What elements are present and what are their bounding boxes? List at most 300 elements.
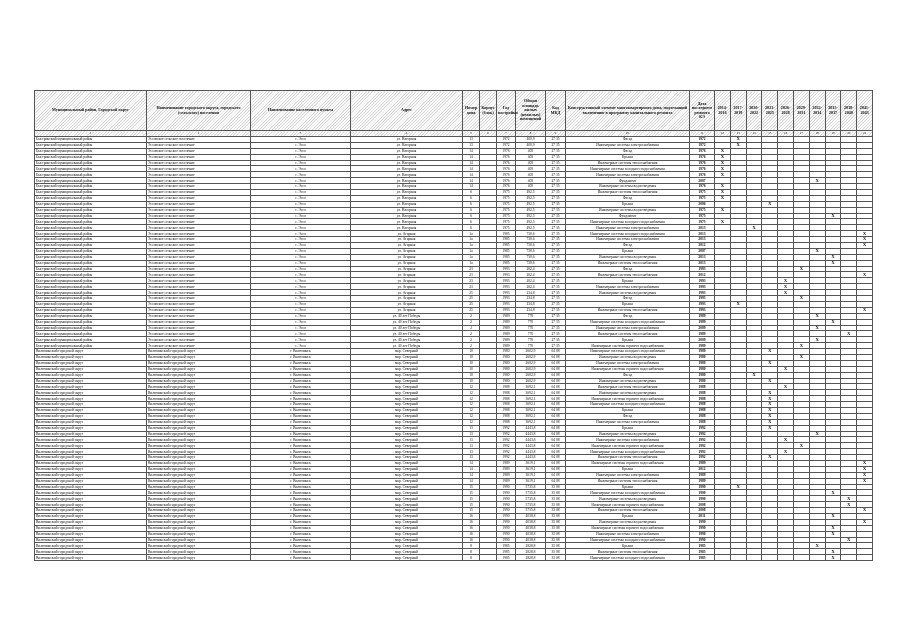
cell-area: 492,5 (516, 190, 546, 196)
cell-house-number: 10 (463, 360, 480, 366)
cell-mkd-code: 64 08 (546, 443, 566, 449)
cell-period-mark: X (715, 184, 731, 190)
cell-structural-element: Инженерные системы электроснабжения (566, 437, 690, 443)
cell-area: 400,9 (516, 142, 546, 148)
cell-last-repair-date: 1990 (690, 531, 715, 537)
cell-settlement: Вилючинский городской округ (147, 466, 251, 472)
cell-mkd-code: 27 35 (546, 278, 566, 284)
cell-period-mark: X (793, 266, 809, 272)
cell-build-year: 1985 (497, 231, 516, 237)
cell-period-mark: X (730, 484, 746, 490)
cell-address: мкр. Северный (351, 449, 463, 455)
cell-build-year: 1988 (497, 390, 516, 396)
cell-locality: г. Вилючинск (251, 413, 351, 419)
cell-mkd-code: 64 08 (546, 419, 566, 425)
cell-build-year: 1972 (497, 142, 516, 148)
cell-locality: с. Эссо (251, 172, 351, 178)
cell-last-repair-date: 1972 (690, 137, 715, 143)
cell-area: 5735,8 (516, 484, 546, 490)
cell-house-number: 16 (463, 537, 480, 543)
cell-period-mark: X (730, 137, 746, 143)
cell-period-mark: X (841, 502, 857, 508)
cell-build-year: 1990 (497, 502, 516, 508)
cell-last-repair-date: 2007 (690, 248, 715, 254)
cell-last-repair-date: 1975 (690, 213, 715, 219)
cell-mkd-code: 64 08 (546, 478, 566, 484)
cell-address: мкр. Северный (351, 437, 463, 443)
cell-settlement: Вилючинский городской округ (147, 449, 251, 455)
cell-structural-element: Инженерные системы водоотведения (566, 496, 690, 502)
cell-house-number: 6 (463, 201, 480, 207)
cell-period-mark: X (715, 207, 731, 213)
cell-build-year: 1988 (497, 407, 516, 413)
cell-build-year: 1976 (497, 178, 516, 184)
cell-mkd-code: 27 35 (546, 301, 566, 307)
cell-mkd-code: 27 35 (546, 243, 566, 249)
cell-mkd-code: 64 08 (546, 360, 566, 366)
cell-area: 3692,1 (516, 407, 546, 413)
cell-locality: с. Эссо (251, 343, 351, 349)
cell-house-number: 8 (463, 549, 480, 555)
cell-mkd-code: 64 08 (546, 407, 566, 413)
cell-settlement: Вилючинский городской округ (147, 360, 251, 366)
cell-house-number: 14 (463, 184, 480, 190)
cell-house-number: 13 (463, 437, 480, 443)
cell-structural-element: Инженерные системы горячего водоснабжения (566, 396, 690, 402)
cell-last-repair-date: 1980 (690, 366, 715, 372)
cell-house-number: 2 (463, 313, 480, 319)
cell-period-mark: X (762, 360, 778, 366)
cell-locality: г. Вилючинск (251, 549, 351, 555)
cell-municipality: Быстринский муниципальный район (35, 184, 147, 190)
cell-area: 4038,8 (516, 531, 546, 537)
cell-build-year: 1989 (497, 313, 516, 319)
cell-address: мкр. Северный (351, 460, 463, 466)
cell-address: ул. Агарная (351, 272, 463, 278)
cell-municipality: Быстринский муниципальный район (35, 290, 147, 296)
cell-address: мкр. Северный (351, 502, 463, 508)
cell-mkd-code: 27 35 (546, 142, 566, 148)
cell-address: ул. Агарная (351, 231, 463, 237)
cell-mkd-code: 27 35 (546, 237, 566, 243)
cell-settlement: Вилючинский городской округ (147, 419, 251, 425)
cell-period-mark: X (809, 543, 825, 549)
cell-structural-element: Инженерные системы водоотведения (566, 431, 690, 437)
cell-build-year: 1989 (497, 466, 516, 472)
cell-last-repair-date: 2012 (690, 243, 715, 249)
cell-structural-element: Крыша (566, 154, 690, 160)
cell-municipality: Вилючинский городской округ (35, 349, 147, 355)
cell-address: ул. Агарная (351, 260, 463, 266)
cell-last-repair-date: 1976 (690, 160, 715, 166)
cell-settlement: Вилючинский городской округ (147, 366, 251, 372)
cell-mkd-code: 64 08 (546, 384, 566, 390)
cell-structural-element: Инженерные системы горячего водоснабжения (566, 525, 690, 531)
cell-municipality: Вилючинский городской округ (35, 514, 147, 520)
cell-mkd-code: 27 35 (546, 290, 566, 296)
col-last-repair-date-header: Дата последнего ремонта КЭ (690, 91, 715, 131)
cell-last-repair-date: 1980 (690, 372, 715, 378)
cell-address: мкр. Северный (351, 354, 463, 360)
cell-municipality: Быстринский муниципальный район (35, 160, 147, 166)
cell-mkd-code: 27 35 (546, 219, 566, 225)
cell-address: мкр. Северный (351, 402, 463, 408)
cell-settlement: Эссовское сельское поселение (147, 195, 251, 201)
cell-address: мкр. Северный (351, 555, 463, 561)
col-period-2029-2031-header: 2029-2031 (793, 91, 809, 131)
cell-municipality: Быстринский муниципальный район (35, 254, 147, 260)
cell-mkd-code: 27 35 (546, 266, 566, 272)
cell-settlement: Вилючинский городской округ (147, 396, 251, 402)
cell-build-year: 1980 (497, 372, 516, 378)
cell-area: 770 (516, 331, 546, 337)
cell-structural-element: Крыша (566, 337, 690, 343)
cell-last-repair-date: 2011 (690, 514, 715, 520)
cell-area: 4443,8 (516, 449, 546, 455)
cell-block (480, 555, 497, 561)
cell-area: 4038,8 (516, 537, 546, 543)
cell-build-year: 1988 (497, 396, 516, 402)
cell-settlement: Вилючинский городской округ (147, 413, 251, 419)
cell-structural-element: Инженерные системы холодного водоснабжения (566, 219, 690, 225)
cell-area: 4443,8 (516, 425, 546, 431)
cell-settlement: Вилючинский городской округ (147, 437, 251, 443)
cell-house-number: 2 (463, 343, 480, 349)
cell-settlement: Вилючинский городской округ (147, 354, 251, 360)
cell-period-mark: X (857, 237, 873, 243)
cell-settlement: Вилючинский городской округ (147, 407, 251, 413)
cell-house-number: 10 (463, 349, 480, 355)
cell-build-year: 1992 (497, 425, 516, 431)
cell-structural-element: Крыша (566, 248, 690, 254)
cell-last-repair-date: 2012 (690, 466, 715, 472)
cell-municipality: Вилючинский городской округ (35, 472, 147, 478)
cell-last-repair-date: 1975 (690, 195, 715, 201)
cell-locality: с. Эссо (251, 290, 351, 296)
cell-locality: с. Эссо (251, 301, 351, 307)
cell-house-number: 1а (463, 243, 480, 249)
col-period-2026-2028-header: 2026-2028 (778, 91, 794, 131)
cell-house-number: 14 (463, 472, 480, 478)
cell-period-mark: X (715, 166, 731, 172)
cell-house-number: 14 (463, 148, 480, 154)
cell-area: 234,8 (516, 290, 546, 296)
cell-address: мкр. Северный (351, 443, 463, 449)
cell-last-repair-date: 1990 (690, 525, 715, 531)
cell-address: ул. Агарная (351, 243, 463, 249)
cell-house-number: 16 (463, 514, 480, 520)
cell-build-year: 1990 (497, 496, 516, 502)
cell-house-number: 16 (463, 525, 480, 531)
cell-house-number: 8 (463, 555, 480, 561)
cell-area: 4443,8 (516, 431, 546, 437)
cell-house-number: 14 (463, 154, 480, 160)
column-number: 13 (730, 131, 746, 137)
cell-locality: г. Вилючинск (251, 366, 351, 372)
cell-locality: г. Вилючинск (251, 460, 351, 466)
cell-house-number: 14 (463, 478, 480, 484)
cell-address: мкр. Северный (351, 378, 463, 384)
cell-municipality: Быстринский муниципальный район (35, 219, 147, 225)
cell-settlement: Эссовское сельское поселение (147, 243, 251, 249)
cell-address: ул. Агарная (351, 301, 463, 307)
cell-address: ул. Агарная (351, 278, 463, 284)
cell-structural-element: Инженерные системы холодного водоснабжения (566, 319, 690, 325)
cell-municipality: Вилючинский городской округ (35, 425, 147, 431)
cell-period-mark: X (746, 225, 762, 231)
cell-area: 730,6 (516, 231, 546, 237)
cell-period-mark: X (730, 301, 746, 307)
cell-build-year: 1990 (497, 537, 516, 543)
cell-period-mark: X (825, 514, 841, 520)
cell-structural-element: Фасад (566, 195, 690, 201)
cell-structural-element: Крыша (566, 301, 690, 307)
cell-last-repair-date: 2009 (690, 325, 715, 331)
cell-area: 770 (516, 343, 546, 349)
cell-locality: с. Эссо (251, 272, 351, 278)
cell-area: 3692,1 (516, 396, 546, 402)
cell-mkd-code: 27 35 (546, 248, 566, 254)
cell-address: ул. Нагорная (351, 213, 463, 219)
cell-area: 4443,8 (516, 443, 546, 449)
cell-structural-element: Инженерные системы водоотведения (566, 184, 690, 190)
cell-structural-element: Инженерные системы водоотведения (566, 207, 690, 213)
cell-last-repair-date: 1989 (690, 472, 715, 478)
cell-locality: г. Вилючинск (251, 484, 351, 490)
cell-house-number: 25 (463, 301, 480, 307)
cell-house-number: 25 (463, 296, 480, 302)
cell-locality: с. Эссо (251, 160, 351, 166)
cell-build-year: 1985 (497, 549, 516, 555)
cell-mkd-code: 35 08 (546, 496, 566, 502)
cell-locality: с. Эссо (251, 213, 351, 219)
cell-address: мкр. Северный (351, 431, 463, 437)
cell-mkd-code: 27 35 (546, 195, 566, 201)
cell-mkd-code: 27 35 (546, 172, 566, 178)
cell-settlement: Эссовское сельское поселение (147, 343, 251, 349)
cell-locality: с. Эссо (251, 148, 351, 154)
cell-area: 3692,1 (516, 419, 546, 425)
cell-build-year: 1985 (497, 254, 516, 260)
cell-address: ул. Агарная (351, 296, 463, 302)
cell-period-mark: X (778, 278, 794, 284)
cell-settlement: Эссовское сельское поселение (147, 307, 251, 313)
cell-last-repair-date: 1980 (690, 378, 715, 384)
cell-mkd-code: 27 35 (546, 284, 566, 290)
cell-last-repair-date: 1993 (690, 284, 715, 290)
col-settlement-header: Наименование городского округа, городского (сельского) поселения (147, 91, 251, 131)
cell-period-mark: X (778, 290, 794, 296)
cell-structural-element: Инженерные системы водоотведения (566, 254, 690, 260)
cell-area: 4038,8 (516, 525, 546, 531)
cell-mkd-code: 35 08 (546, 519, 566, 525)
cell-settlement: Вилючинский городской округ (147, 555, 251, 561)
cell-build-year: 1980 (497, 378, 516, 384)
cell-mkd-code: 64 08 (546, 390, 566, 396)
cell-last-repair-date: 1976 (690, 172, 715, 178)
cell-locality: г. Вилючинск (251, 555, 351, 561)
cell-address: мкр. Северный (351, 478, 463, 484)
cell-last-repair-date: 2013 (690, 254, 715, 260)
cell-locality: с. Эссо (251, 231, 351, 237)
column-number: 3 (251, 131, 351, 137)
cell-locality: г. Вилючинск (251, 425, 351, 431)
cell-last-repair-date: 1985 (690, 549, 715, 555)
cell-structural-element: Крыша (566, 425, 690, 431)
cell-structural-element: Фасад (566, 243, 690, 249)
cell-mkd-code: 64 08 (546, 402, 566, 408)
cell-house-number: 13 (463, 449, 480, 455)
cell-mkd-code: 64 08 (546, 460, 566, 466)
cell-municipality: Вилючинский городской округ (35, 372, 147, 378)
cell-area: 3619,1 (516, 466, 546, 472)
cell-municipality: Быстринский муниципальный район (35, 313, 147, 319)
cell-mkd-code: 27 35 (546, 307, 566, 313)
cell-period-mark: X (825, 549, 841, 555)
cell-settlement: Вилючинский городской округ (147, 472, 251, 478)
cell-area: 3692,1 (516, 384, 546, 390)
cell-structural-element: Инженерные системы водоотведения (566, 519, 690, 525)
cell-locality: г. Вилючинск (251, 525, 351, 531)
cell-municipality: Быстринский муниципальный район (35, 201, 147, 207)
cell-structural-element: Инженерные системы холодного водоснабжения (566, 537, 690, 543)
cell-last-repair-date: 1992 (690, 431, 715, 437)
cell-mkd-code: 27 35 (546, 207, 566, 213)
col-period-2023-2025-header: 2023-2025 (762, 91, 778, 131)
cell-settlement: Вилючинский городской округ (147, 519, 251, 525)
cell-address: мкр. Северный (351, 472, 463, 478)
cell-area: 2602,9 (516, 366, 546, 372)
cell-address: мкр. Северный (351, 366, 463, 372)
cell-settlement: Эссовское сельское поселение (147, 237, 251, 243)
cell-period-mark: X (778, 284, 794, 290)
cell-settlement: Эссовское сельское поселение (147, 213, 251, 219)
cell-house-number: 2 (463, 337, 480, 343)
cell-locality: г. Вилючинск (251, 478, 351, 484)
cell-settlement: Вилючинский городской округ (147, 525, 251, 531)
cell-locality: с. Эссо (251, 195, 351, 201)
cell-settlement: Эссовское сельское поселение (147, 178, 251, 184)
cell-last-repair-date: 2013 (690, 237, 715, 243)
cell-build-year: 1992 (497, 443, 516, 449)
cell-period-mark: X (857, 472, 873, 478)
cell-period-mark: X (793, 354, 809, 360)
cell-municipality: Вилючинский городской округ (35, 431, 147, 437)
cell-period-mark: X (793, 296, 809, 302)
cell-area: 405 (516, 178, 546, 184)
cell-house-number: 12 (463, 419, 480, 425)
cell-settlement: Эссовское сельское поселение (147, 284, 251, 290)
cell-address: ул. Нагорная (351, 166, 463, 172)
cell-locality: г. Вилючинск (251, 519, 351, 525)
cell-municipality: Вилючинский городской округ (35, 549, 147, 555)
cell-period-mark (715, 555, 731, 561)
cell-settlement: Вилючинский городской округ (147, 531, 251, 537)
cell-period-mark: X (778, 366, 794, 372)
cell-area: 492,5 (516, 195, 546, 201)
cell-build-year: 1985 (497, 243, 516, 249)
cell-area: 492,5 (516, 219, 546, 225)
cell-structural-element: Крыша (566, 466, 690, 472)
cell-settlement: Эссовское сельское поселение (147, 254, 251, 260)
cell-period-mark (793, 555, 809, 561)
col-structural-element-header: Конструктивный элемент многоквартирного дома, подлежащий включению в программу капитального ремонта (566, 91, 690, 131)
cell-municipality: Быстринский муниципальный район (35, 231, 147, 237)
cell-structural-element: Инженерные системы электроснабжения (566, 419, 690, 425)
col-address-header: Адрес (351, 91, 463, 131)
cell-last-repair-date: 1990 (690, 490, 715, 496)
cell-structural-element: Инженерные системы теплоснабжения (566, 307, 690, 313)
cell-municipality: Вилючинский городской округ (35, 390, 147, 396)
cell-address: мкр. Северный (351, 372, 463, 378)
cell-mkd-code: 27 35 (546, 178, 566, 184)
column-number: 18 (809, 131, 825, 137)
cell-build-year: 1975 (497, 225, 516, 231)
cell-municipality: Быстринский муниципальный район (35, 207, 147, 213)
cell-mkd-code: 64 08 (546, 472, 566, 478)
cell-locality: с. Эссо (251, 254, 351, 260)
cell-period-mark: X (825, 254, 841, 260)
cell-area: 202,4 (516, 278, 546, 284)
cell-house-number: 13 (463, 431, 480, 437)
cell-area: 2602,9 (516, 372, 546, 378)
cell-structural-element: Фасад (566, 266, 690, 272)
cell-settlement: Эссовское сельское поселение (147, 142, 251, 148)
cell-period-mark: X (857, 508, 873, 514)
cell-area: 234,8 (516, 296, 546, 302)
cell-structural-element: Инженерные системы теплоснабжения (566, 384, 690, 390)
cell-last-repair-date: 1992 (690, 425, 715, 431)
cell-period-mark: X (715, 195, 731, 201)
cell-build-year: 1972 (497, 137, 516, 143)
cell-settlement: Вилючинский городской округ (147, 502, 251, 508)
column-number: 15 (762, 131, 778, 137)
col-build-year-header: Год постройки (497, 91, 516, 131)
column-number: 5 (463, 131, 480, 137)
cell-period-mark (778, 555, 794, 561)
cell-build-year: 1989 (497, 472, 516, 478)
cell-house-number: 6 (463, 207, 480, 213)
cell-address: мкр. Северный (351, 543, 463, 549)
cell-municipality: Вилючинский городской округ (35, 366, 147, 372)
cell-house-number: 6 (463, 213, 480, 219)
cell-municipality: Быстринский муниципальный район (35, 213, 147, 219)
cell-area: 4038,8 (516, 519, 546, 525)
cell-last-repair-date: 1988 (690, 407, 715, 413)
cell-municipality: Быстринский муниципальный район (35, 331, 147, 337)
cell-house-number: 13 (463, 455, 480, 461)
cell-address: мкр. Северный (351, 490, 463, 496)
cell-settlement: Эссовское сельское поселение (147, 325, 251, 331)
cell-municipality: Вилючинский городской округ (35, 519, 147, 525)
cell-structural-element: Инженерные системы водоотведения (566, 290, 690, 296)
column-number: 8 (516, 131, 546, 137)
cell-settlement: Эссовское сельское поселение (147, 137, 251, 143)
cell-last-repair-date: 2006 (690, 201, 715, 207)
cell-municipality: Быстринский муниципальный район (35, 190, 147, 196)
cell-address: мкр. Северный (351, 413, 463, 419)
cell-settlement: Эссовское сельское поселение (147, 296, 251, 302)
cell-settlement: Эссовское сельское поселение (147, 172, 251, 178)
cell-structural-element: Инженерные системы электроснабжения (566, 284, 690, 290)
cell-settlement: Вилючинский городской округ (147, 402, 251, 408)
cell-area: 2602,9 (516, 360, 546, 366)
cell-last-repair-date: 1993 (690, 301, 715, 307)
cell-settlement: Вилючинский городской округ (147, 372, 251, 378)
column-number: 12 (715, 131, 731, 137)
cell-house-number: 13 (463, 142, 480, 148)
cell-settlement: Эссовское сельское поселение (147, 225, 251, 231)
